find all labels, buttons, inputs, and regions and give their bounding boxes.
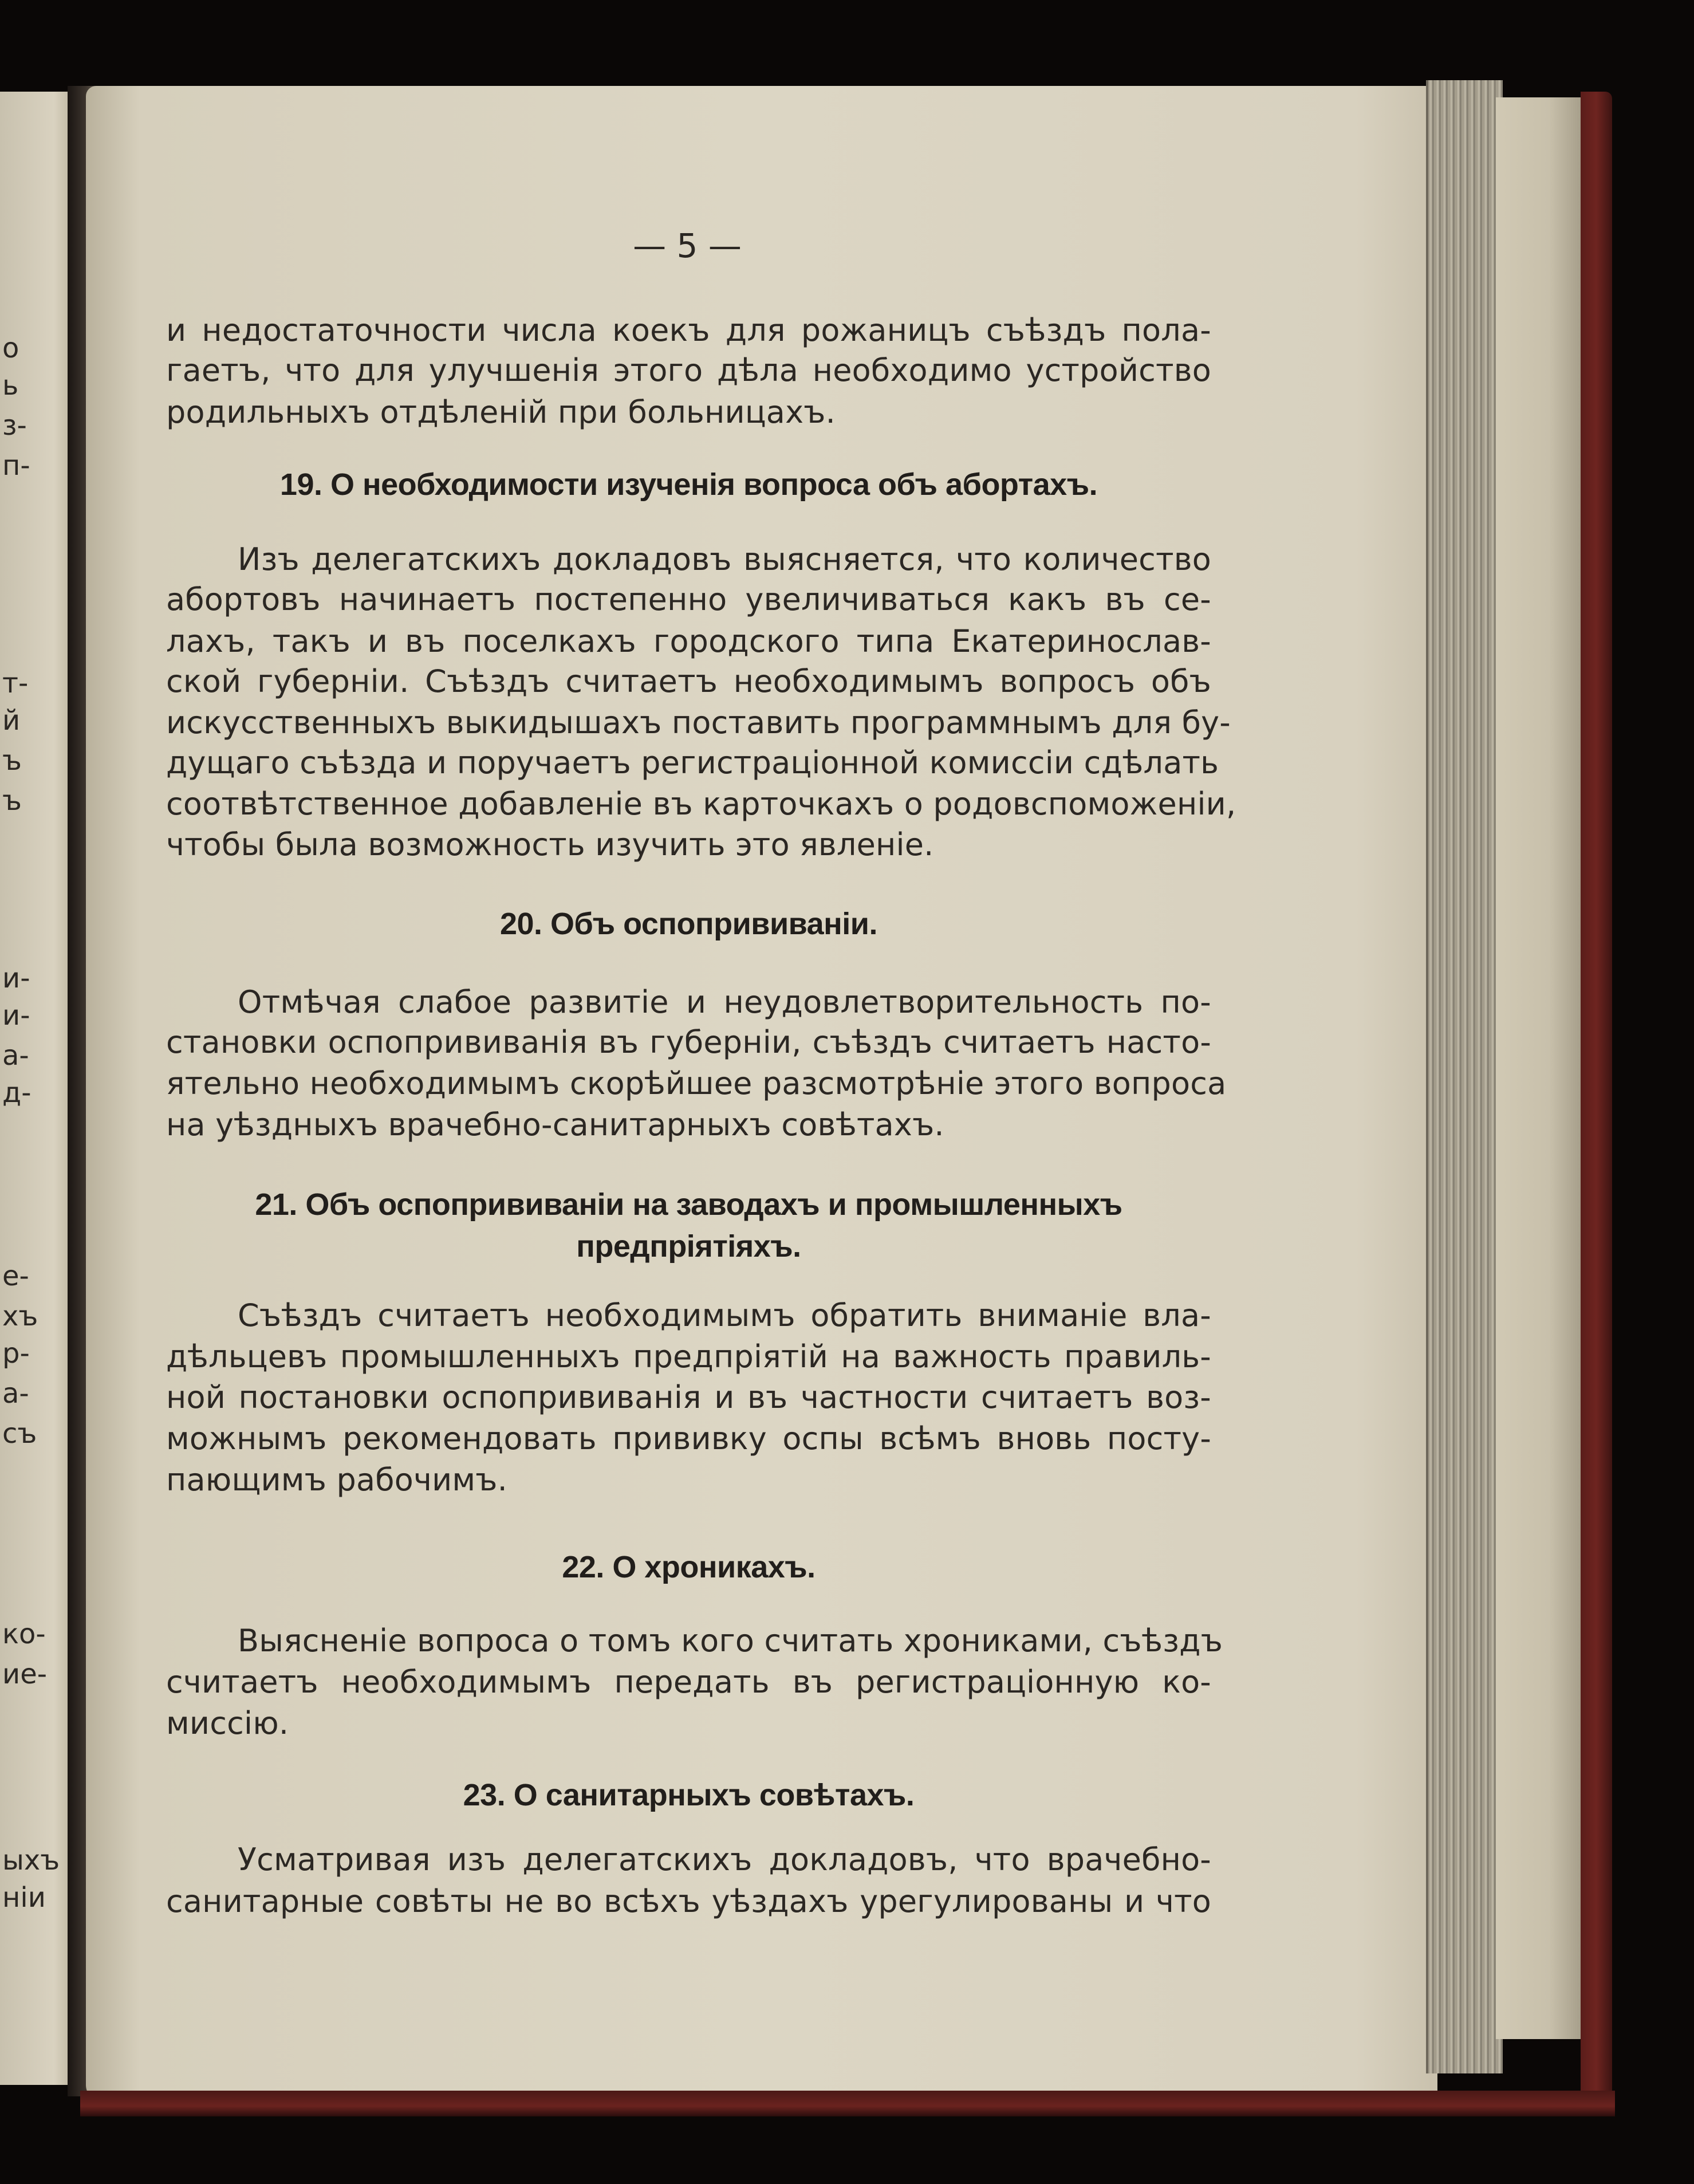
left-page-fragment: и- — [2, 999, 30, 1032]
text-line: родильныхъ отдѣленій при больницахъ. — [166, 394, 836, 430]
book-cover-bottom — [80, 2091, 1615, 2116]
left-page-fragment: т- — [2, 667, 29, 699]
left-page-fragment: ъ — [2, 785, 22, 817]
left-page-fragment: п- — [2, 450, 30, 482]
text-line: миссію. — [166, 1705, 289, 1741]
text-line: гаетъ, что для улучшенія этого дѣла необходимо устройство — [166, 352, 1211, 388]
text-line: Выясненіе вопроса о томъ кого считать хрониками, съѣздъ — [238, 1623, 1223, 1659]
left-page-fragment: ко- — [2, 1618, 46, 1650]
section-heading-23: 23. О санитарныхъ совѣтахъ. — [463, 1778, 915, 1812]
section-heading-22: 22. О хроникахъ. — [562, 1550, 816, 1584]
page-edges-paper — [1496, 97, 1585, 2039]
text-line: считаетъ необходимымъ передать въ регистраціонную ко- — [166, 1664, 1211, 1700]
page-edges-stack — [1426, 80, 1503, 2073]
text-line: искусственныхъ выкидышахъ поставить программнымъ для бу- — [166, 705, 1231, 741]
text-line: становки оспопрививанія въ губерніи, съѣздъ считаетъ насто- — [166, 1024, 1211, 1060]
text-line: ской губерніи. Съѣздъ считаетъ необходимымъ вопросъ объ — [166, 663, 1211, 699]
text-line: чтобы была возможность изучить это явленіе. — [166, 827, 934, 863]
book-cover-right — [1581, 92, 1612, 2108]
left-page-fragment: з- — [2, 410, 27, 442]
left-page-fragment: ь — [2, 369, 19, 402]
section-heading-21-cont: предпріятіяхъ. — [576, 1229, 801, 1264]
section-heading-19: 19. О необходимости изученія вопроса объ абортахъ. — [279, 467, 1098, 502]
left-page-fragment: а- — [2, 1040, 29, 1072]
left-page-fragment: а- — [2, 1378, 29, 1410]
text-line: соотвѣтственное добавленіе въ карточкахъ о родовспоможеніи, — [166, 786, 1236, 822]
text-line: дѣльцевъ промышленныхъ предпріятій на важность правиль- — [166, 1339, 1211, 1375]
left-page-fragment: е- — [2, 1260, 29, 1292]
text-line: Отмѣчая слабое развитіе и неудовлетворительность по- — [238, 984, 1211, 1020]
text-line: и недостаточности числа коекъ для рожаницъ съѣздъ пола- — [166, 312, 1211, 348]
text-line: санитарные совѣты не во всѣхъ уѣздахъ урегулированы и что — [166, 1883, 1211, 1919]
left-page-fragment: р- — [2, 1337, 30, 1370]
left-page-fragment: о — [2, 332, 19, 364]
text-line: ятельно необходимымъ скорѣйшее разсмотрѣніе этого вопроса — [166, 1065, 1227, 1101]
left-page-fragment: ніи — [2, 1882, 46, 1914]
text-line: Съѣздъ считаетъ необходимымъ обратить вниманіе вла- — [238, 1297, 1211, 1333]
section-heading-20: 20. Объ оспопрививаніи. — [499, 907, 878, 941]
text-line: пающимъ рабочимъ. — [166, 1462, 508, 1498]
left-page-fragment: ие- — [2, 1658, 48, 1690]
text-line: абортовъ начинаетъ постепенно увеличиваться какъ въ се- — [166, 581, 1211, 617]
text-line: Изъ делегатскихъ докладовъ выясняется, что количество — [238, 541, 1211, 577]
text-line: на уѣздныхъ врачебно-санитарныхъ совѣтахъ. — [166, 1107, 944, 1143]
left-page-fragment: съ — [2, 1418, 37, 1450]
page-number: — 5 — — [633, 226, 742, 265]
text-line: лахъ, такъ и въ поселкахъ городского типа Екатеринослав- — [166, 623, 1211, 659]
left-facing-page — [0, 92, 77, 2085]
left-page-fragment: й — [2, 705, 21, 737]
left-page-fragment: д- — [2, 1077, 31, 1109]
text-line: дущаго съѣзда и поручаетъ регистраціонной комиссіи сдѣлать — [166, 745, 1219, 781]
left-page-fragment: и- — [2, 962, 30, 994]
text-line: Усматривая изъ делегатскихъ докладовъ, что врачебно- — [238, 1841, 1211, 1878]
left-page-fragment: ыхъ — [2, 1844, 60, 1876]
left-page-fragment: хъ — [2, 1300, 38, 1332]
text-line: можнымъ рекомендовать прививку оспы всѣмъ вновь посту- — [166, 1420, 1211, 1457]
section-heading-21: 21. Объ оспопрививаніи на заводахъ и промышленныхъ — [255, 1187, 1122, 1222]
left-page-fragment: ъ — [2, 745, 22, 777]
text-line: ной постановки оспопрививанія и въ частности считаетъ воз- — [166, 1379, 1211, 1415]
